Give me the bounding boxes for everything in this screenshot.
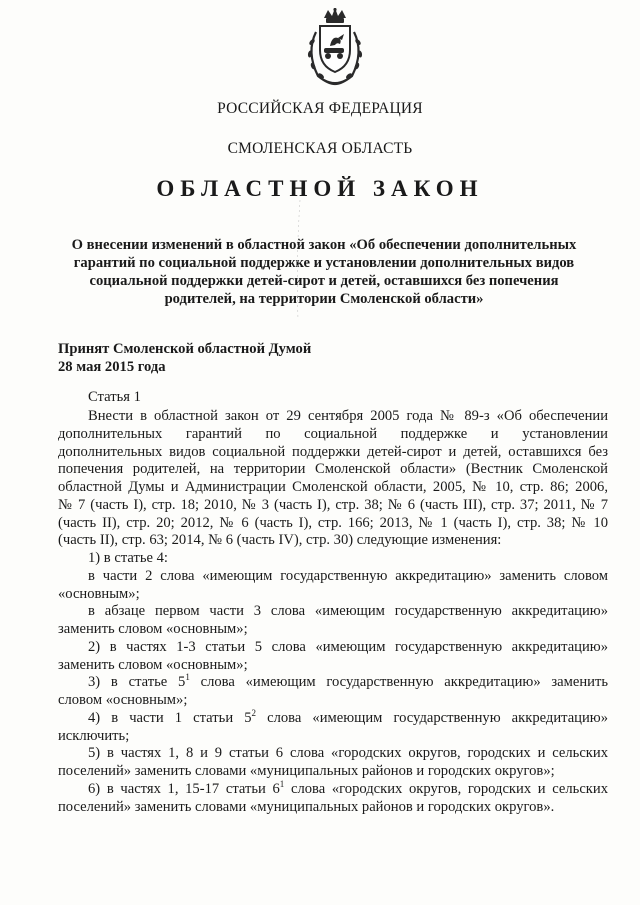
article-text-line: словом «основным»; [58,692,188,708]
document-type-heading: ОБЛАСТНОЙ ЗАКОН [156,176,484,201]
text-fragment: слова «имеющим государственную аккредитацию» заменить [189,674,608,691]
article-text-line: поселений» заменить словами «муниципальных районов и городских округов»; [58,763,555,779]
article-text-line: дополнительных гарантий по социальной поддержке и установлении [58,425,608,442]
law-title-line: социальной поддержки детей-сирот и детей, оставшихся без попечения [89,273,559,289]
law-title [62,236,586,308]
adopted-by: Принят Смоленской областной Думой [58,341,312,357]
article-text-line: (часть II), стр. 20; 2012, № 6 (часть I), стр. 166; 2013, № 1 (часть I), стр. 38; № 10 [58,514,608,531]
text-fragment: слова «имеющим государственную аккредитацию» [256,709,609,726]
article-text-line [58,707,609,728]
article-text-line: дополнительных видов социальной поддержки детей-сирот и детей, оставшихся без [58,443,608,460]
article-heading: Статья 1 [88,389,141,405]
article-body [58,408,608,816]
article-text-line: (часть II), стр. 63; 2014, № 6 (часть IV), стр. 30) следующие изменения: [58,532,502,549]
superscript: 2 [251,707,257,718]
adoption-info [58,340,311,376]
text-fragment: 3) в статье 5 [88,674,186,691]
superscript: 1 [279,778,285,789]
article-text-line: Внести в областной закон от 29 сентября 2005 года № 89-з «Об обеспечении [88,408,608,424]
article-text-line: в части 2 слова «имеющим государственную аккредитацию» заменить словом [88,567,608,584]
region-name: СМОЛЕНСКАЯ ОБЛАСТЬ [227,140,413,157]
law-title-line: родителей, на территории Смоленской области» [164,291,484,307]
adoption-date: 28 мая 2015 года [58,359,166,375]
text-fragment: 6) в частях 1, 15-17 статьи 6 [88,780,280,797]
article-text-line [58,778,608,799]
article-text-line: попечения родителей, на территории Смоленской области» (Вестник Смоленской [58,461,608,478]
law-title-line: О внесении изменений в областной закон «Об обеспечении дополнительных [71,237,577,253]
article-text-line: исключить; [58,727,130,744]
article-text-line: 1) в статье 4: [88,550,168,566]
article-text-line: заменить словом «основным»; [58,656,248,673]
coat-of-arms-emblem [302,8,368,88]
article-text-line: № 7 (часть I), стр. 18; 2010, № 3 (часть I), стр. 38; № 6 (часть III), стр. 37; 2011, № 7 [58,496,608,513]
article-text-line: 5) в частях 1, 8 и 9 статьи 6 слова «городских округов, городских и сельских [88,745,608,762]
superscript: 1 [185,672,190,683]
text-fragment: слова «городских округов, городских и сельских [284,780,608,797]
country-name: РОССИЙСКАЯ ФЕДЕРАЦИЯ [217,100,423,117]
article-text-line: заменить словом «основным»; [58,621,248,637]
article-text-line: в абзаце первом части 3 слова «имеющим государственную аккредитацию» [88,603,608,620]
article-text-line: областной Думы и Администрации Смоленской области, 2005, № 10, стр. 86; 2006, [58,479,608,495]
law-title-line: гарантий по социальной поддержке и установлении дополнительных видов [73,255,575,271]
article-text-line [58,674,608,692]
article-text-line: поселений» заменить словами «муниципальных районов и городских округов». [58,798,555,815]
text-fragment: 4) в части 1 статьи 5 [88,709,252,726]
article-text-line: 2) в частях 1-3 статьи 5 слова «имеющим государственную аккредитацию» [88,638,608,655]
article-text-line: «основным»; [58,585,140,602]
